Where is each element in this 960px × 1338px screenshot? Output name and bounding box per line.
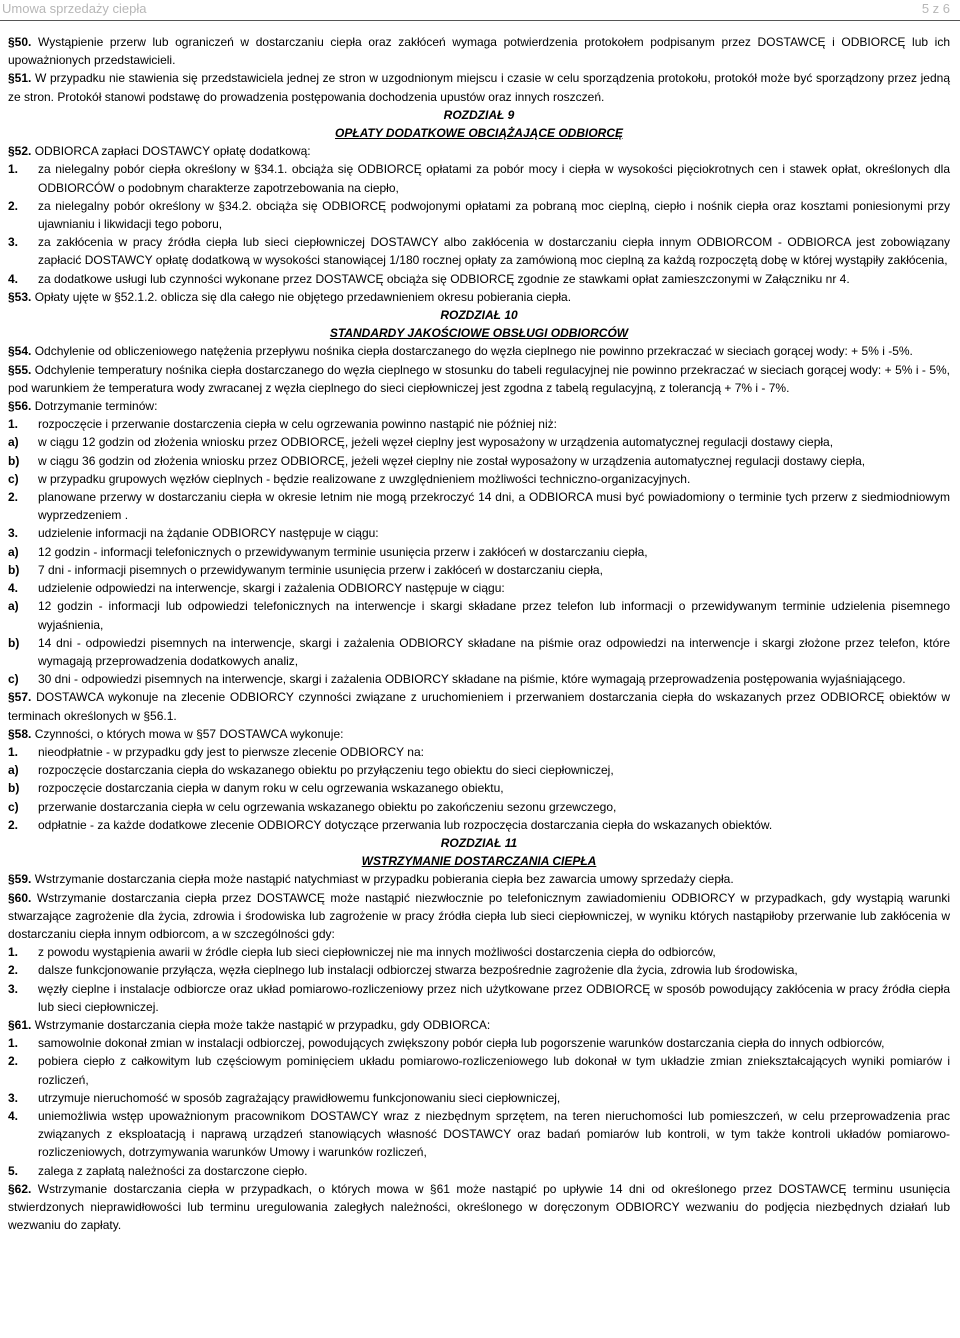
list-item-text: 7 dni - informacji pisemnych o przewidywanym terminie usunięcia przerw i zakłóceń w dostarczaniu ciepła,	[38, 562, 603, 577]
list-marker: 3.	[8, 235, 19, 250]
paragraph-number: §61.	[8, 1017, 32, 1032]
list-item	[8, 670, 950, 688]
paragraph-number: §57.	[8, 690, 32, 705]
list-item	[8, 779, 950, 797]
list-marker: 2.	[8, 490, 19, 505]
list-item-text: 12 godzin - informacji lub odpowiedzi telefonicznych na interwencje i skargi składane przez telefon lub informacji o przewidywanym terminie udzielenia pisemnego wyjaśnienia,	[38, 599, 950, 632]
list-item-text: utrzymuje nieruchomość w sposób zagrażający prawidłowemu funkcjonowaniu sieci ciepłowniczej,	[38, 1090, 561, 1105]
document-title: Umowa sprzedaży ciepła	[2, 1, 147, 16]
paragraph	[8, 1016, 950, 1034]
list-marker: 4.	[8, 581, 19, 596]
list-marker: 4.	[8, 271, 19, 286]
list-item	[8, 743, 950, 761]
list-item	[8, 816, 950, 834]
list-item	[8, 233, 950, 269]
paragraph-text: Odchylenie temperatury nośnika ciepła dostarczanego do węzła cieplnego w stosunku do tabeli regulacyjnej nie powinno przekraczać w sieciach gorącej wody: + 5% i - 5%, pod warunkiem że temperatura wody zwracanej z węzła cieplnego do sieci ciepłowniczej jest zgodna z tabelą regulacyjną, z tolerancją + 7% i - 7%.	[8, 362, 950, 395]
list-item-text: za dodatkowe usługi lub czynności wykonane przez DOSTAWCĘ obciąża się ODBIORCĘ zgodnie ze stawkami opłat zamieszczonymi w Załączniku nr 4.	[38, 271, 850, 286]
list-item	[8, 961, 950, 979]
page-header	[0, 0, 960, 21]
list-marker: b)	[8, 781, 20, 796]
paragraph-text: W przypadku nie stawienia się przedstawiciela jednej ze stron w uzgodnionym miejscu i czasie w celu sporządzenia protokołu, protokół może być sporządzony przez jedną ze stron. Protokół stanowi podstawę do prowadzenia postępowania dochodzenia upustów oraz innych roszczeń.	[8, 71, 950, 104]
list-marker: c)	[8, 471, 19, 486]
paragraph-text: DOSTAWCA wykonuje na zlecenie ODBIORCY czynności związane z uruchomieniem i przerwaniem dostarczania ciepła do wskazanych przez ODBIORCĘ obiektów w terminach określonych w §56.1.	[8, 690, 950, 723]
chapter-heading: ROZDZIAŁ 10	[440, 308, 518, 323]
list-item	[8, 561, 950, 579]
list-item	[8, 634, 950, 670]
list-item-text: rozpoczęcie dostarczania ciepła w danym roku w celu ogrzewania wskazanego obiektu,	[38, 781, 504, 796]
list-item-text: w ciągu 12 godzin od złożenia wniosku przez ODBIORCĘ, jeżeli węzeł cieplny jest wyposażony w urządzenia automatycznej regulacji dostawy ciepła,	[38, 435, 834, 450]
paragraph-text: Wstrzymanie dostarczania ciepła może nastąpić natychmiast w przypadku pobierania ciepła bez zawarcia umowy sprzedaży ciepła.	[34, 872, 734, 887]
list-marker: 3.	[8, 1090, 19, 1105]
paragraph	[8, 288, 950, 306]
list-marker: 3.	[8, 526, 19, 541]
list-item	[8, 470, 950, 488]
list-marker: b)	[8, 453, 20, 468]
list-marker: 2.	[8, 963, 19, 978]
list-item	[8, 597, 950, 633]
list-item	[8, 524, 950, 542]
paragraph-text: Wstrzymanie dostarczania ciepła przez DOSTAWCĘ może nastąpić niezwłocznie po telefonicznym zawiadomieniu ODBIORCY w przypadkach, gdy wystąpią warunki stwarzające zagrożenie dla życia, zdrowia i środowiska lub zagrożenie w pracy źródła ciepła lub sieci ciepłowniczej, w wyniku których nastąpiłoby przerwanie lub zakłócenia w dostarczaniu ciepła innym odbiorcom, a w szczególności gdy:	[8, 890, 950, 941]
list-marker: a)	[8, 599, 19, 614]
list-marker: 5.	[8, 1163, 19, 1178]
list-item-text: pobiera ciepło z całkowitym lub częściowym pominięciem układu pomiarowo-rozliczeniowego lub dokonał w tym układzie zmian zniekształcających wyniki pomiarów i rozliczeń,	[38, 1054, 950, 1087]
list-item	[8, 452, 950, 470]
list-item-text: rozpoczęcie i przerwanie dostarczenia ciepła w celu ogrzewania powinno nastąpić nie później niż:	[38, 417, 557, 432]
list-item-text: w przypadku grupowych węzłów cieplnych - będzie realizowane z uwzględnieniem możliwości techniczno-organizacyjnych.	[38, 471, 691, 486]
paragraph-number: §54.	[8, 344, 32, 359]
list-marker: b)	[8, 635, 20, 650]
list-item	[8, 1089, 950, 1107]
list-item-text: z powodu wystąpienia awarii w źródle ciepła lub sieci ciepłowniczej nie ma innych możliwości dostarczenia ciepła do odbiorców,	[38, 945, 716, 960]
list-item-text: za zakłócenia w pracy źródła ciepła lub sieci ciepłowniczej DOSTAWCY albo zakłócenia w dostarczaniu ciepła innym ODBIORCOM - ODBIORCA jest zobowiązany zapłacić DOSTAWCY opłatę dodatkową w wysokości stanowiącej 1/180 rocznej opłaty za zamówioną moc cieplną za każdą rozpoczętą dobę w której wystąpiły zakłócenia,	[38, 235, 950, 268]
paragraph-text: Czynności, o których mowa w §57 DOSTAWCA wykonuje:	[34, 726, 344, 741]
list-item-text: odpłatnie - za każde dodatkowe zlecenie ODBIORCY dotyczące przerwania lub rozpoczęcia dostarczania ciepła do wskazanych obiektów.	[38, 817, 773, 832]
list-item	[8, 761, 950, 779]
list-item	[8, 943, 950, 961]
list-marker: 2.	[8, 817, 19, 832]
list-item-text: udzielenie odpowiedzi na interwencje, skargi i zażalenia ODBIORCY następuje w ciągu:	[38, 581, 505, 596]
list-marker: a)	[8, 544, 19, 559]
paragraph	[8, 1180, 950, 1235]
list-marker: 1.	[8, 945, 19, 960]
list-marker: a)	[8, 763, 19, 778]
list-item	[8, 1052, 950, 1088]
list-item-text: dalsze funkcjonowanie przyłącza, węzła cieplnego lub instalacji odbiorczej stwarza bezpośrednie zagrożenie dla życia, zdrowia lub środowiska,	[38, 963, 798, 978]
paragraph	[8, 889, 950, 944]
paragraph	[8, 361, 950, 397]
paragraph-text: Opłaty ujęte w §52.1.2. oblicza się dla całego nie objętego przedawnieniem okresu pobierania ciepła.	[34, 289, 572, 304]
chapter-title: STANDARDY JAKOŚCIOWE OBSŁUGI ODBIORCÓW	[329, 326, 629, 341]
list-item-text: nieodpłatnie - w przypadku gdy jest to pierwsze zlecenie ODBIORCY na:	[38, 744, 424, 759]
paragraph-text: Dotrzymanie terminów:	[34, 399, 158, 414]
paragraph	[8, 342, 950, 360]
list-item-text: 30 dni - odpowiedzi pisemnych na interwencje, skargi i zażalenia ODBIORCY składane na piśmie, które wymagają przeprowadzenia postępowania wyjaśniającego.	[38, 672, 906, 687]
list-item	[8, 980, 950, 1016]
list-item-text: rozpoczęcie dostarczania ciepła do wskazanego obiektu po przyłączeniu tego obiektu do sieci ciepłowniczej,	[38, 763, 614, 778]
paragraph-number: §50.	[8, 35, 32, 49]
list-marker: c)	[8, 799, 19, 814]
list-item	[8, 433, 950, 451]
list-item	[8, 579, 950, 597]
list-item	[8, 1034, 950, 1052]
list-item	[8, 1162, 950, 1180]
paragraph	[8, 142, 950, 160]
paragraph-text: Wstrzymanie dostarczania ciepła może także nastąpić w przypadku, gdy ODBIORCA:	[34, 1017, 491, 1032]
list-marker: 2.	[8, 1054, 19, 1069]
paragraph	[8, 69, 950, 105]
list-marker: b)	[8, 562, 20, 577]
list-item-text: 12 godzin - informacji telefonicznych o przewidywanym terminie usunięcia przerw i zakłóceń w dostarczaniu ciepła,	[38, 544, 648, 559]
list-item-text: węzły cieplne i instalacje odbiorcze oraz układ pomiarowo-rozliczeniowy przez nich użytkowane przez ODBIORCĘ w sposób powodujący zakłócenia w pracy źródła ciepła lub sieci ciepłowniczej.	[38, 981, 950, 1014]
list-item-text: przerwanie dostarczania ciepła w celu ogrzewania wskazanego obiektu po zakończeniu sezonu grzewczego,	[38, 799, 617, 814]
chapter-title: OPŁATY DODATKOWE OBCIĄŻAJĄCE ODBIORCĘ	[334, 126, 623, 141]
list-marker: 4.	[8, 1108, 19, 1123]
paragraph-number: §52.	[8, 144, 32, 159]
chapter-heading: ROZDZIAŁ 9	[443, 107, 515, 122]
paragraph-text: ODBIORCA zapłaci DOSTAWCY opłatę dodatkową:	[34, 144, 311, 159]
list-item-text: zalega z zapłatą należności za dostarczone ciepło.	[38, 1163, 308, 1178]
paragraph-number: §55.	[8, 362, 32, 377]
list-item-text: udzielenie informacji na żądanie ODBIORCY następuje w ciągu:	[38, 526, 379, 541]
list-item-text: za nielegalny pobór określony w §34.2. obciąża się ODBIORCĘ podwojonymi opłatami za pobraną moc cieplną, ciepło i nośnik ciepła oraz kosztami poniesionymi przy ujawnianiu i likwidacji tego poboru,	[38, 198, 950, 232]
paragraph-number: §58.	[8, 726, 32, 741]
list-item-text: planowane przerwy w dostarczaniu ciepła w okresie letnim nie mogą przekroczyć 14 dni, a ODBIORCA musi być powiadomiony o terminie tych przerw z siedmiodniowym wyprzedzeniem .	[38, 490, 950, 523]
paragraph	[8, 688, 950, 724]
list-item-text: samowolnie dokonał zmian w instalacji odbiorczej, powodujących zwiększony pobór ciepła lub pogorszenie warunków dostarczania ciepła do innych odbiorców,	[38, 1036, 885, 1051]
list-item	[8, 160, 950, 196]
list-item-text: 14 dni - odpowiedzi pisemnych na interwencje, skargi i zażalenia ODBIORCY składane na piśmie oraz odpowiedzi na interwencje i skargi złożone przez telefon, które wymagają przeprowadzenia dodatkowych analiz,	[38, 635, 950, 668]
paragraph-number: §56.	[8, 399, 32, 414]
list-marker: 3.	[8, 981, 19, 996]
list-item-text: w ciągu 36 godzin od złożenia wniosku przez ODBIORCĘ, jeżeli węzeł cieplny nie został wyposażony w urządzenia automatycznej regulacji dostawy ciepła,	[38, 453, 866, 468]
list-item	[8, 415, 950, 433]
document-body	[8, 33, 950, 1234]
list-item	[8, 798, 950, 816]
paragraph	[8, 725, 950, 743]
paragraph-number: §60.	[8, 890, 32, 905]
paragraph-text: Wystąpienie przerw lub ograniczeń w dostarczaniu ciepła oraz zakłóceń wymaga potwierdzenia protokołem podpisanym przez DOSTAWCĘ i ODBIORCĘ lub ich upoważnionych przedstawicieli.	[8, 35, 950, 68]
chapter-heading: ROZDZIAŁ 11	[440, 835, 518, 850]
paragraph-number: §53.	[8, 289, 32, 304]
list-marker: 2.	[8, 198, 19, 213]
list-item	[8, 488, 950, 524]
paragraph-number: §62.	[8, 1181, 32, 1196]
list-marker: 1.	[8, 162, 19, 177]
list-marker: c)	[8, 672, 19, 687]
list-item-text: uniemożliwia wstęp upoważnionym pracownikom DOSTAWCY wraz z niezbędnym sprzętem, na teren nieruchomości lub pomieszczeń, w celu przeprowadzenia prac związanych z eksploatacją i naprawą urządzeń stanowiących własność DOSTAWCY oraz badań pomiarów lub kontroli, w tym także kontroli układów pomiarowo-rozliczeniowych, dotrzymywania warunków Umowy i warunków rozliczeń,	[38, 1108, 950, 1160]
list-item	[8, 270, 950, 288]
paragraph-number: §51.	[8, 71, 32, 86]
list-marker: 1.	[8, 1036, 19, 1051]
list-item-text: za nielegalny pobór ciepła określony w §34.1. obciąża się ODBIORCĘ opłatami za pobór mocy i ciepła w wysokości pięciokrotnych cen i stawek opłat, określonych dla ODBIORCÓW o podobnym charakterze zapotrzebowania na ciepło,	[38, 162, 950, 195]
list-marker: 1.	[8, 417, 19, 432]
chapter-title: WSTRZYMANIE DOSTARCZANIA CIEPŁA	[361, 854, 597, 869]
paragraph	[8, 870, 950, 888]
list-item	[8, 197, 950, 233]
paragraph	[8, 397, 950, 415]
list-item	[8, 543, 950, 561]
list-marker: a)	[8, 435, 19, 450]
paragraph-text: Wstrzymanie dostarczania ciepła w przypadkach, o których mowa w §61 może nastąpić po upływie 14 dni od określonego przez DOSTAWCĘ terminu usunięcia stwierdzonych nieprawidłowości lub terminu uregulowania zaległych należności, określonego w doręczonym ODBIORCY wezwaniu do podjęcia niezbędnych działań lub wezwaniu do zapłaty.	[8, 1181, 950, 1233]
paragraph	[8, 33, 950, 69]
paragraph-text: Odchylenie od obliczeniowego natężenia przepływu nośnika ciepła dostarczanego do węzła cieplnego nie powinno przekraczać w sieciach gorącej wody: + 5% i -5%.	[34, 344, 913, 359]
paragraph-number: §59.	[8, 872, 32, 887]
list-marker: 1.	[8, 744, 19, 759]
page-number: 5 z 6	[921, 1, 950, 16]
list-item	[8, 1107, 950, 1162]
